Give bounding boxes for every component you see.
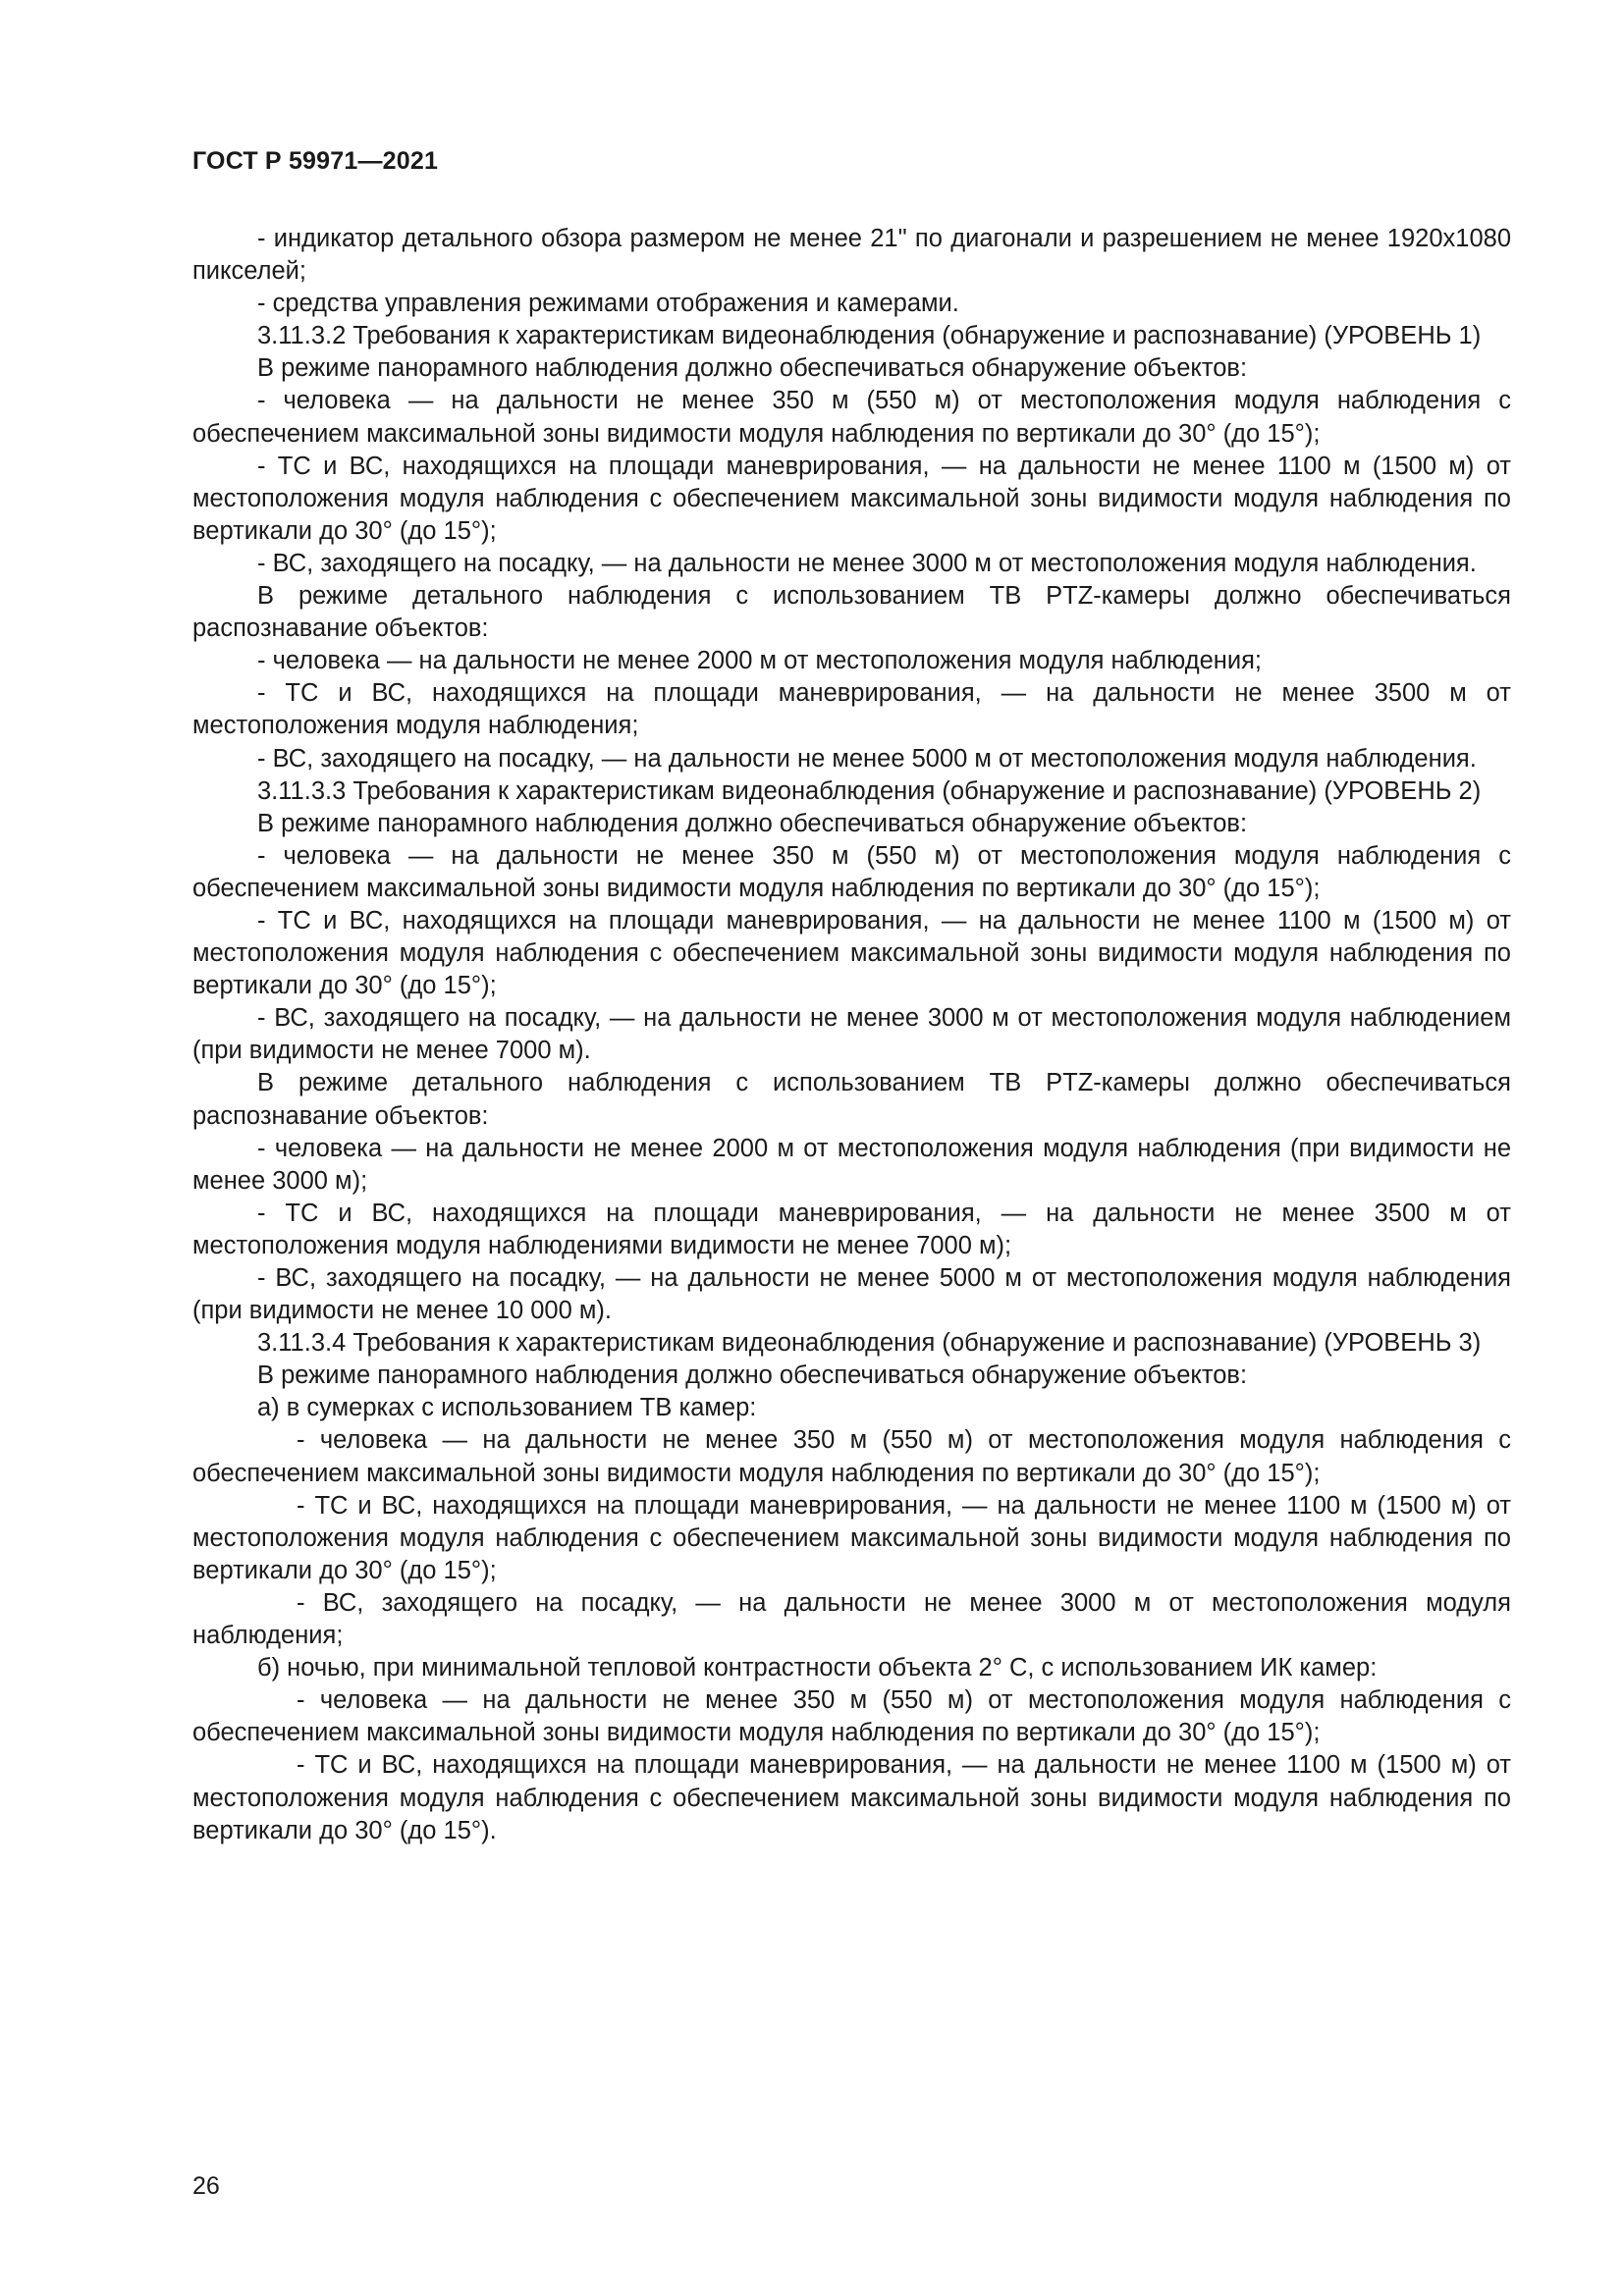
list-item: а) в сумерках с использованием ТВ камер: bbox=[257, 1394, 757, 1422]
page-number: 26 bbox=[192, 2172, 220, 2200]
paragraph: - ТС и ВС, находящихся на площади маневрирования, — на дальности не менее 3500 м от местоположения модуля наблюдения; bbox=[192, 679, 1511, 740]
paragraph: - ВС, заходящего на посадку, — на дальности не менее 5000 м от местоположения модуля наблюдения. bbox=[257, 744, 1477, 773]
paragraph: В режиме детального наблюдения с использованием ТВ PTZ-камеры должно обеспечиваться распознавание объектов: bbox=[192, 1069, 1511, 1130]
paragraph: - ТС и ВС, находящихся на площади маневрирования, — на дальности не менее 1100 м (1500 м) от местоположения модуля наблюдения с обеспечением максимальной зоны видимости модуля наблюдения по вертикали до 30° (до 15°). bbox=[192, 1751, 1511, 1844]
paragraph: - ВС, заходящего на посадку, — на дальности не менее 3000 м от местоположения модуля наблюдения; bbox=[192, 1588, 1511, 1650]
paragraph: В режиме детального наблюдения с использованием ТВ PTZ-камеры должно обеспечиваться распознавание объектов: bbox=[192, 582, 1511, 643]
paragraph: - человека — на дальности не менее 2000 м от местоположения модуля наблюдения; bbox=[257, 647, 1262, 675]
paragraph: - человека — на дальности не менее 350 м (550 м) от местоположения модуля наблюдения с обеспечением максимальной зоны видимости модуля наблюдения по вертикали до 30° (до 15°); bbox=[192, 841, 1511, 902]
list-item: б) ночью, при минимальной тепловой контрастности объекта 2° С, с использованием ИК камер: bbox=[257, 1654, 1378, 1682]
paragraph: - ВС, заходящего на посадку, — на дальности не менее 5000 м от местоположения модуля наблюдения (при видимости не менее 10 000 м). bbox=[192, 1264, 1511, 1325]
paragraph: В режиме панорамного наблюдения должно обеспечиваться обнаружение объектов: bbox=[257, 809, 1248, 837]
paragraph: - человека — на дальности не менее 350 м (550 м) от местоположения модуля наблюдения с обеспечением максимальной зоны видимости модуля наблюдения по вертикали до 30° (до 15°); bbox=[192, 1426, 1511, 1487]
paragraph: - человека — на дальности не менее 2000 м от местоположения модуля наблюдения (при видимости не менее 3000 м); bbox=[192, 1134, 1511, 1195]
paragraph: - средства управления режимами отображения и камерами. bbox=[257, 290, 959, 318]
paragraph: - ТС и ВС, находящихся на площади маневрирования, — на дальности не менее 1100 м (1500 м) от местоположения модуля наблюдения с обеспечением максимальной зоны видимости модуля наблюдения по вертикали до 30° (до 15°); bbox=[192, 452, 1511, 545]
paragraph: - индикатор детального обзора размером не менее 21" по диагонали и разрешением не менее 1920x1080 пикселей; bbox=[192, 225, 1511, 286]
paragraph: В режиме панорамного наблюдения должно обеспечиваться обнаружение объектов: bbox=[257, 354, 1248, 383]
paragraph: - человека — на дальности не менее 350 м (550 м) от местоположения модуля наблюдения с обеспечением максимальной зоны видимости модуля наблюдения по вертикали до 30° (до 15°); bbox=[192, 1686, 1511, 1747]
paragraph: - ТС и ВС, находящихся на площади маневрирования, — на дальности не менее 3500 м от местоположения модуля наблюдениями видимости не менее 7000 м); bbox=[192, 1199, 1511, 1259]
paragraph: В режиме панорамного наблюдения должно обеспечиваться обнаружение объектов: bbox=[257, 1362, 1248, 1390]
section-heading: 3.11.3.4 Требования к характеристикам видеонаблюдения (обнаружение и распознавание) (УРОВЕНЬ 3) bbox=[257, 1329, 1482, 1358]
section-heading: 3.11.3.3 Требования к характеристикам видеонаблюдения (обнаружение и распознавание) (УРОВЕНЬ 2) bbox=[257, 776, 1482, 805]
paragraph: - ВС, заходящего на посадку, — на дальности не менее 3000 м от местоположения модуля наблюдения. bbox=[257, 549, 1477, 577]
document-header: ГОСТ Р 59971—2021 bbox=[192, 147, 439, 175]
paragraph: - ВС, заходящего на посадку, — на дальности не менее 3000 м от местоположения модуля наблюдением (при видимости не менее 7000 м). bbox=[192, 1004, 1511, 1065]
section-heading: 3.11.3.2 Требования к характеристикам видеонаблюдения (обнаружение и распознавание) (УРОВЕНЬ 1) bbox=[257, 322, 1482, 350]
paragraph: - ТС и ВС, находящихся на площади маневрирования, — на дальности не менее 1100 м (1500 м) от местоположения модуля наблюдения с обеспечением максимальной зоны видимости модуля наблюдения по вертикали до 30° (до 15°); bbox=[192, 1491, 1511, 1584]
document-body bbox=[192, 223, 1511, 1847]
paragraph: - человека — на дальности не менее 350 м (550 м) от местоположения модуля наблюдения с обеспечением максимальной зоны видимости модуля наблюдения по вертикали до 30° (до 15°); bbox=[192, 387, 1511, 448]
paragraph: - ТС и ВС, находящихся на площади маневрирования, — на дальности не менее 1100 м (1500 м) от местоположения модуля наблюдения с обеспечением максимальной зоны видимости модуля наблюдения по вертикали до 30° (до 15°); bbox=[192, 906, 1511, 1000]
